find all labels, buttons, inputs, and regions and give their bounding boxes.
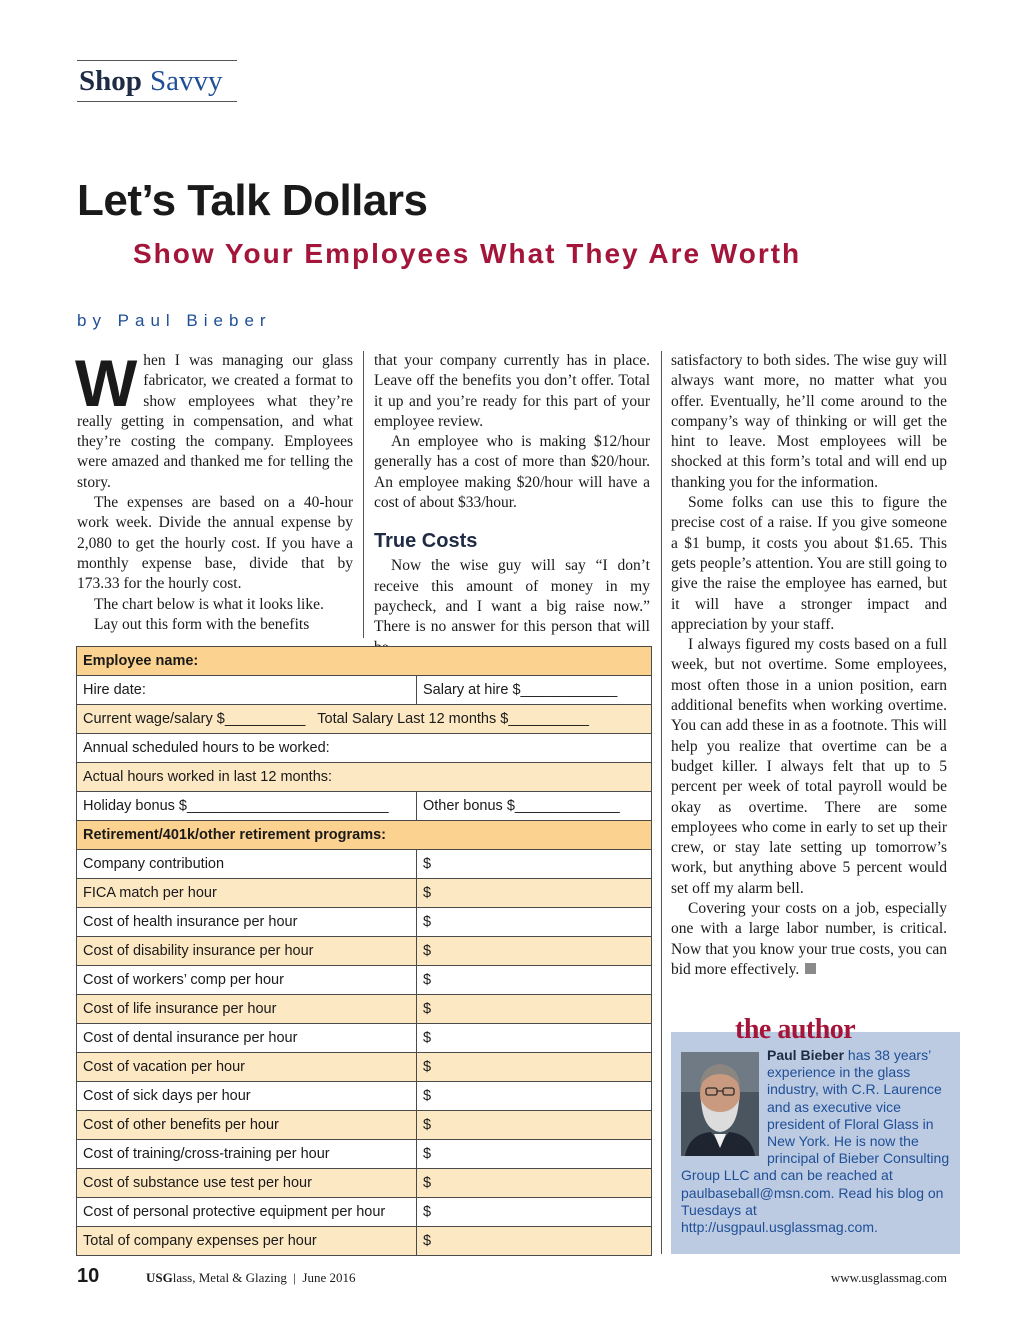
form-row-label: FICA match per hour: [77, 879, 417, 908]
form-row-label: Cost of disability insurance per hour: [77, 937, 417, 966]
page-number: 10: [77, 1265, 100, 1287]
author-bio-text: has 38 years’ experience in the glass industry, with C.R. Laurence and as executive vice president of Floral Glass in New York. He is now the principal of Bieber Consulting Group LLC and can be reached at paulbaseball@msn.com. Read his blog on Tuesdays at http://usgpaul.usglassmag.com.: [681, 1047, 950, 1236]
table-row: [77, 705, 652, 734]
form-row-value: $: [417, 1169, 652, 1198]
form-hire-date: Hire date:: [77, 676, 417, 705]
table-row: [77, 966, 652, 995]
form-actual-hours: Actual hours worked in last 12 months:: [77, 763, 652, 792]
form-employee-name: Employee name:: [77, 647, 652, 676]
form-other-bonus: Other bonus $_____________: [417, 792, 652, 821]
form-row-value: $: [417, 1024, 652, 1053]
form-row-label: Cost of dental insurance per hour: [77, 1024, 417, 1053]
table-row: [77, 1082, 652, 1111]
paragraph-text: hen I was managing our glass fabricator, we created a format to show employees what they’re really getting in compensation, and what they’re costing the company. Employees were amazed and thanked me for telling the story.: [77, 352, 353, 491]
table-row: [77, 676, 652, 705]
form-row-label: Cost of vacation per hour: [77, 1053, 417, 1082]
brand-savvy: Savvy: [150, 65, 223, 97]
form-row-value: $: [417, 1198, 652, 1227]
form-row-value: $: [417, 850, 652, 879]
footer-pub-bold: USG: [146, 1270, 173, 1285]
author-heading: the author: [735, 1014, 856, 1045]
form-salary-at-hire: Salary at hire $____________: [417, 676, 652, 705]
footer-publication: [146, 1270, 356, 1286]
table-row: [77, 879, 652, 908]
byline: by Paul Bieber: [77, 311, 272, 330]
paragraph: [75, 346, 353, 493]
form-retirement-header: Retirement/401k/other retirement programs:: [77, 821, 652, 850]
table-row: [77, 1227, 652, 1256]
form-row-value: $: [417, 937, 652, 966]
form-row-label: Cost of training/cross-training per hour: [77, 1140, 417, 1169]
paragraph: Lay out this form with the benefits: [94, 615, 310, 633]
paragraph-text: Covering your costs on a job, especially one with a large labor number, is critical. Now that you know your true costs, you can bid more effectively.: [671, 900, 947, 978]
paragraph: I always figured my costs based on a full week, but not overtime. Some employees, most often those in a union position, earn additional benefits when working overtime. You can add these in as a footnote. This will help you realize that overtime can be a budget killer. I always felt that up to 5 percent per week of total payroll would be okay as overtime. There are some employees who come in early to set up their crew, or stay late setting up tomorrow’s work, but anything above 5 percent would set off my alarm bell.: [671, 636, 947, 897]
table-row: [77, 647, 652, 676]
column-rule-1: [363, 351, 364, 638]
body-column-2: [374, 351, 650, 658]
paragraph: satisfactory to both sides. The wise guy will always want more, no matter what you offer. Eventually, he’ll come around to the company’s way of thinking or will get the hint to leave. Most employees will be shocked at this form’s total and will end up thanking you for the information.: [671, 352, 947, 491]
table-row: [77, 1140, 652, 1169]
table-row: [77, 734, 652, 763]
section-heading-true-costs: True Costs: [374, 530, 478, 553]
table-row: [77, 792, 652, 821]
paragraph: The expenses are based on a 40-hour work week. Divide the annual expense by 2,080 to get the hourly cost. If you have a monthly expense base, divide that by 173.33 for the hourly cost.: [77, 494, 353, 593]
body-column-3: [671, 351, 947, 980]
table-row: [77, 850, 652, 879]
form-row-label: Cost of life insurance per hour: [77, 995, 417, 1024]
form-row-label: Cost of sick days per hour: [77, 1082, 417, 1111]
table-row: [77, 1111, 652, 1140]
table-row: [77, 995, 652, 1024]
footer-url: www.usglassmag.com: [830, 1270, 947, 1285]
author-bio: [681, 1047, 956, 1236]
table-row: [77, 1053, 652, 1082]
form-row-label: Cost of other benefits per hour: [77, 1111, 417, 1140]
table-row: [77, 937, 652, 966]
form-row-label: Company contribution: [77, 850, 417, 879]
form-row-value: $: [417, 1053, 652, 1082]
form-row-label: Total of company expenses per hour: [77, 1227, 417, 1256]
form-row-value: $: [417, 1227, 652, 1256]
form-row-label: Cost of workers’ comp per hour: [77, 966, 417, 995]
paragraph: [671, 899, 947, 980]
form-row-label: Cost of substance use test per hour: [77, 1169, 417, 1198]
paragraph: Some folks can use this to figure the precise cost of a raise. If you give someone a $1 bump, it costs you about $1.65. This gets people’s attention. You are still going to give the raise the employee has earned, but it will have a stronger impact and appreciation by your staff.: [671, 494, 947, 633]
form-row-value: $: [417, 1111, 652, 1140]
paragraph: Now the wise guy will say “I don’t receive this amount of money in my paycheck, and I want a big raise now.” There is no answer for this person that will: [374, 557, 650, 636]
article-title: Let’s Talk Dollars: [77, 176, 428, 225]
table-row: [77, 821, 652, 850]
form-row-value: $: [417, 908, 652, 937]
body-column-1: [75, 346, 353, 635]
drop-cap: W: [75, 346, 138, 420]
form-row-value: $: [417, 1082, 652, 1111]
brand-shop: Shop: [79, 65, 142, 97]
paragraph: that your company currently has in place. Leave off the benefits you don’t offer. Total it up and you’re ready for this part of your employee review.: [374, 352, 650, 430]
article-subtitle: Show Your Employees What They Are Worth: [133, 238, 802, 269]
table-row: [77, 1198, 652, 1227]
form-row-value: $: [417, 995, 652, 1024]
employee-cost-form: [76, 646, 652, 1256]
table-row: [77, 1024, 652, 1053]
form-current-wage: Current wage/salary $__________ Total Salary Last 12 months $__________: [77, 705, 652, 734]
paragraph: An employee who is making $12/hour generally has a cost of more than $20/hour. An employee making $20/hour will have a cost of about $33/hour.: [374, 433, 650, 512]
form-annual-hours: Annual scheduled hours to be worked:: [77, 734, 652, 763]
end-square-icon: [805, 963, 816, 974]
form-row-label: Cost of personal protective equipment per hour: [77, 1198, 417, 1227]
table-row: [77, 1169, 652, 1198]
form-row-value: $: [417, 966, 652, 995]
form-row-value: $: [417, 879, 652, 908]
table-row: [77, 908, 652, 937]
form-row-label: Cost of health insurance per hour: [77, 908, 417, 937]
table-row: [77, 763, 652, 792]
section-brand: [77, 60, 237, 102]
form-row-value: $: [417, 1140, 652, 1169]
author-name: Paul Bieber: [767, 1047, 845, 1063]
column-rule-2: [661, 351, 662, 1254]
paragraph: The chart below is what it looks like.: [94, 595, 324, 613]
footer-pub-rest: lass, Metal & Glazing | June 2016: [172, 1270, 356, 1285]
form-holiday-bonus: Holiday bonus $_________________________: [77, 792, 417, 821]
